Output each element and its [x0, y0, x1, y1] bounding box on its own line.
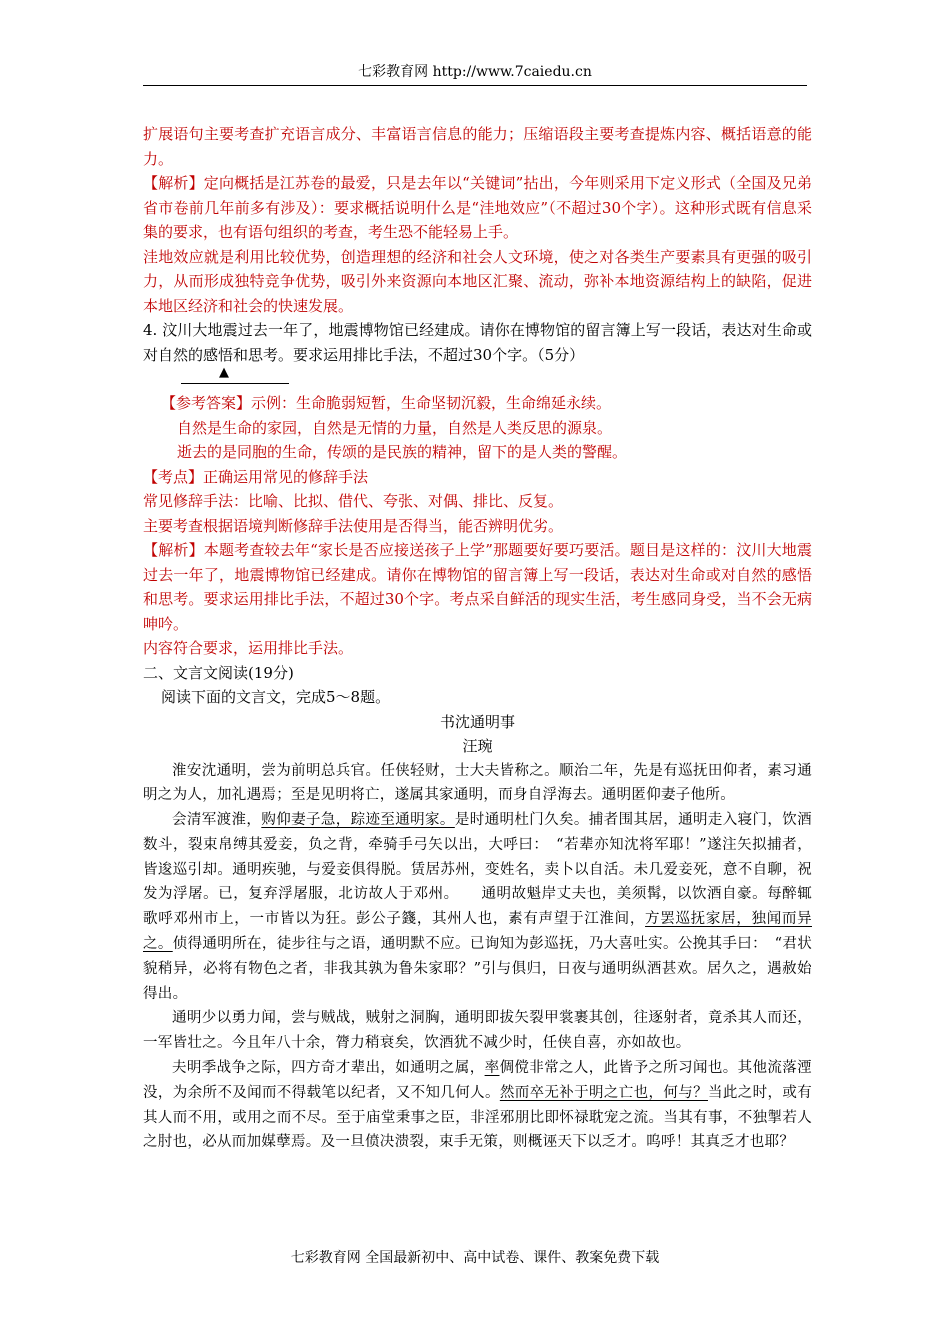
- classical-paragraph-3: 通明少以勇力闻，尝与贼战，贼射之洞胸，通明即拔矢裂甲裳裹其创，往逐射者，竟杀其人而还，一军皆壮之。今且年八十余，膂力稍衰矣，饮酒犹不减少时，任侠自喜，亦如故也。: [143, 1010, 812, 1052]
- reference-answer-3: 逝去的是同胞的生命，传颂的是民族的精神，留下的是人类的警醒。: [177, 443, 628, 461]
- explanation-paragraph: 扩展语句主要考查扩充语言成分、丰富语言信息的能力；压缩语段主要考查提炼内容、概括语意的能力。: [143, 125, 812, 168]
- underlined-sentence: 然而卒无补于明之亡也，何与？: [499, 1084, 708, 1101]
- document-body: [143, 122, 812, 1155]
- section-2-intro: 阅读下面的文言文，完成5～8题。: [161, 688, 391, 706]
- classical-paragraph-2: [143, 808, 812, 1006]
- underlined-sentence: 方罢巡抚家居，独闻而异之。: [143, 911, 812, 953]
- analysis-q4: 【解析】本题考查较去年“家长是否应接送孩子上学”那题要好要巧要活。题目是这样的：汶川大地震过去一年了，地震博物馆已经建成。请你在博物馆的留言簿上写一段话，表达对生命或对自然的感悟和思考。要求运用排比手法，不超过30个字。考点采自鲜活的现实生活，考生感同身受，当不会无病呻吟。: [143, 541, 812, 633]
- test-point-note: 主要考查根据语境判断修辞手法使用是否得当，能否辨明优劣。: [143, 516, 564, 535]
- answer-paragraph: 洼地效应就是利用比较优势，创造理想的经济和社会人文环境，使之对各类生产要素具有更强的吸引力，从而形成独特竞争优势，吸引外来资源向本地区汇聚、流动，弥补本地资源结构上的缺陷，促进本地区经济和社会的快速发展。: [143, 247, 812, 315]
- underlined-sentence: 购仰妻子急，踪迹至通明家。: [261, 812, 455, 829]
- test-point-heading: 【考点】正确运用常见的修辞手法: [143, 467, 369, 486]
- reference-answer-2: 自然是生命的家园，自然是无情的力量，自然是人类反思的源泉。: [177, 418, 613, 437]
- text-span: 夫明季战争之际，四方奇才辈出，如通明之属，: [172, 1060, 485, 1077]
- blank-underline: [181, 383, 289, 384]
- page-footer: 七彩教育网 全国最新初中、高中试卷、课件、教案免费下载: [290, 1250, 660, 1266]
- essay-author: 汪琬: [462, 737, 493, 755]
- question-4: 4. 汶川大地震过去一年了，地震博物馆已经建成。请你在博物馆的留言簿上写一段话，表达对生命或对自然的感悟和思考。要求运用排比手法，不超过30个字。（5分）: [143, 321, 812, 364]
- text-span: 当此之时，或有其人而不用，或用之而不尽。至于庙堂秉事之臣，非淫邪朋比即怀禄耽宠之流。当其有事，不独掣若人之肘也，必从而加媒孽焉。及一旦偾决溃裂，束手无策，则概诬天下以乏才。呜呼！其真乏才也耶？: [143, 1084, 812, 1151]
- section-2-heading: 二、文言文阅读(19分): [143, 663, 294, 682]
- classical-paragraph-1: 淮安沈通明，尝为前明总兵官。任侠轻财，士大夫皆称之。顺治二年，先是有巡抚田仰者，素习通明之为人，加礼遇焉；至是见明将亡，遂属其家通明，而身自浮海去。通明匿仰妻子他所。: [143, 762, 812, 804]
- reference-answer-1: 【参考答案】示例：生命脆弱短暂，生命坚韧沉毅，生命绵延永续。: [161, 394, 612, 412]
- text-span: 是时通明杜门久矣。捕者围其居，通明走入寝门，饮酒数斗，裂束帛缚其爱妾，负之背，牵骑手弓矢以出，大呼曰： “若辈亦知沈将军耶！”遂注矢拟捕者，皆逡巡引却。通明疾驰，与爱妾俱得脱。赁居苏州，变姓名，卖卜以自活。未几爱妾死，意不自聊，祝发为浮屠。已，复弃浮屠服，北访故人于邓州。 通明故魁岸丈夫也，美须髯，以饮酒自豪。每醉辄歌呼邓州市上，一市皆以为狂。彭公子籛，其州人也，素有声望于江淮间，: [143, 812, 812, 928]
- test-point-list: 常见修辞手法：比喻、比拟、借代、夸张、对偶、排比、反复。: [143, 492, 564, 510]
- text-span: 会清军渡淮，: [172, 812, 262, 829]
- text-span: 倜傥非常之人，此皆予之所习闻也。其他流落湮没，为余所不及闻而不得载笔以纪者，又不知几何人。: [143, 1060, 812, 1101]
- text-span: 侦得通明所在，徒步往与之语，通明默不应。已询知为彭巡抚，乃大喜吐实。公挽其手曰： “君状貌稍异，必将有物色之者，非我其孰为鲁朱家耶？”引与俱归，日夜与通明纵酒甚欢。居久之，遇赦始得出。: [143, 936, 812, 1002]
- analysis-q4-note: 内容符合要求，运用排比手法。: [143, 639, 354, 657]
- header-rule: [143, 85, 807, 86]
- classical-text: [143, 759, 812, 1156]
- underlined-word: 率: [484, 1060, 500, 1077]
- essay-title: 书沈通明事: [439, 712, 515, 731]
- analysis-paragraph: 【解析】定向概括是江苏卷的最爱，只是去年以“关键词”拈出，今年则采用下定义形式（全国及兄弟省市卷前几年前多有涉及）：要求概括说明什么是“洼地效应”（不超过30个字）。这种形式既有信息采集的要求，也有语句组织的考查，考生恐不能轻易上手。: [143, 174, 812, 241]
- triangle-marker: ▲: [219, 365, 229, 380]
- answer-blank: [143, 367, 812, 391]
- page-header: 七彩教育网 http://www.7caiedu.cn: [358, 64, 592, 80]
- classical-paragraph-4: [143, 1056, 812, 1155]
